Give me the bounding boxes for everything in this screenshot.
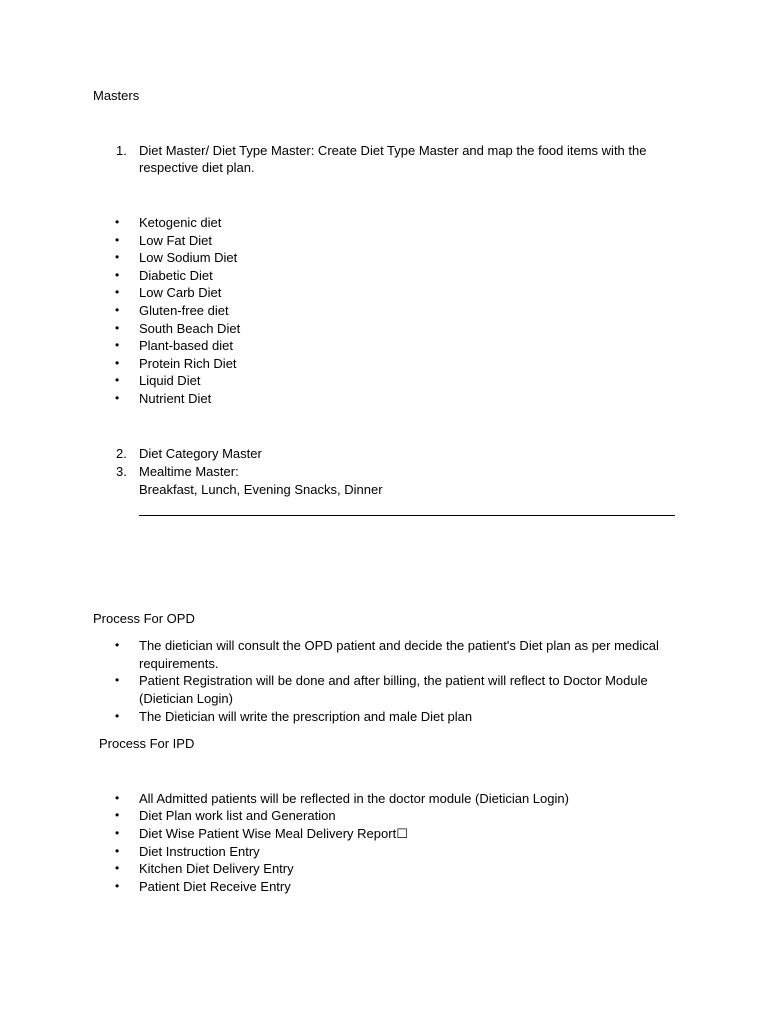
bullet-icon: • (115, 861, 120, 875)
bullet-icon: • (115, 638, 120, 652)
list-item-cont: (Dietician Login) (139, 691, 233, 706)
list-item: Diet Wise Patient Wise Meal Delivery Report☐ (139, 826, 408, 841)
bullet-icon: • (115, 321, 120, 335)
bullet-icon: • (115, 233, 120, 247)
bullet-icon: • (115, 673, 120, 687)
list-item: Low Carb Diet (139, 285, 222, 300)
bullet-icon: • (115, 373, 120, 387)
list-item: Low Sodium Diet (139, 250, 238, 265)
list-item: Liquid Diet (139, 373, 201, 388)
masters-item-3-text: Mealtime Master: (139, 464, 239, 479)
ipd-heading: Process For IPD (99, 736, 195, 751)
bullet-icon: • (115, 808, 120, 822)
bullet-icon: • (115, 303, 120, 317)
bullet-icon: • (115, 250, 120, 264)
list-item: The Dietician will write the prescription and male Diet plan (139, 709, 473, 724)
bullet-icon: • (115, 709, 120, 723)
list-item: The dietician will consult the OPD patient and decide the patient's Diet plan as per medical (139, 638, 659, 653)
list-item: Ketogenic diet (139, 215, 222, 230)
list-item: Kitchen Diet Delivery Entry (139, 861, 294, 876)
bullet-icon: • (115, 356, 120, 370)
opd-heading: Process For OPD (93, 611, 195, 626)
list-item: Plant-based diet (139, 338, 233, 353)
list-item: Low Fat Diet (139, 233, 212, 248)
masters-item-1-text-cont: respective diet plan. (139, 160, 255, 175)
list-item: Nutrient Diet (139, 391, 212, 406)
bullet-icon: • (115, 844, 120, 858)
list-item: Patient Diet Receive Entry (139, 879, 291, 894)
masters-item-1-number: 1. (116, 143, 127, 158)
bullet-icon: • (115, 879, 120, 893)
horizontal-divider (139, 515, 675, 516)
list-item: Diet Instruction Entry (139, 844, 260, 859)
bullet-icon: • (115, 391, 120, 405)
list-item: Protein Rich Diet (139, 356, 237, 371)
bullet-icon: • (115, 826, 120, 840)
list-item: South Beach Diet (139, 321, 241, 336)
list-item: All Admitted patients will be reflected in the doctor module (Dietician Login) (139, 791, 569, 806)
list-item: Gluten-free diet (139, 303, 229, 318)
list-item-cont: requirements. (139, 656, 219, 671)
masters-heading: Masters (93, 88, 140, 103)
masters-item-2-number: 2. (116, 446, 127, 461)
masters-item-3-number: 3. (116, 464, 127, 479)
bullet-icon: • (115, 791, 120, 805)
mealtime-list: Breakfast, Lunch, Evening Snacks, Dinner (139, 482, 383, 497)
bullet-icon: • (115, 285, 120, 299)
masters-item-2-text: Diet Category Master (139, 446, 262, 461)
list-item: Diabetic Diet (139, 268, 213, 283)
masters-item-1-text: Diet Master/ Diet Type Master: Create Diet Type Master and map the food items with the (139, 143, 647, 158)
bullet-icon: • (115, 268, 120, 282)
bullet-icon: • (115, 338, 120, 352)
list-item: Patient Registration will be done and after billing, the patient will reflect to Doctor Module (139, 673, 648, 688)
bullet-icon: • (115, 215, 120, 229)
list-item: Diet Plan work list and Generation (139, 808, 336, 823)
